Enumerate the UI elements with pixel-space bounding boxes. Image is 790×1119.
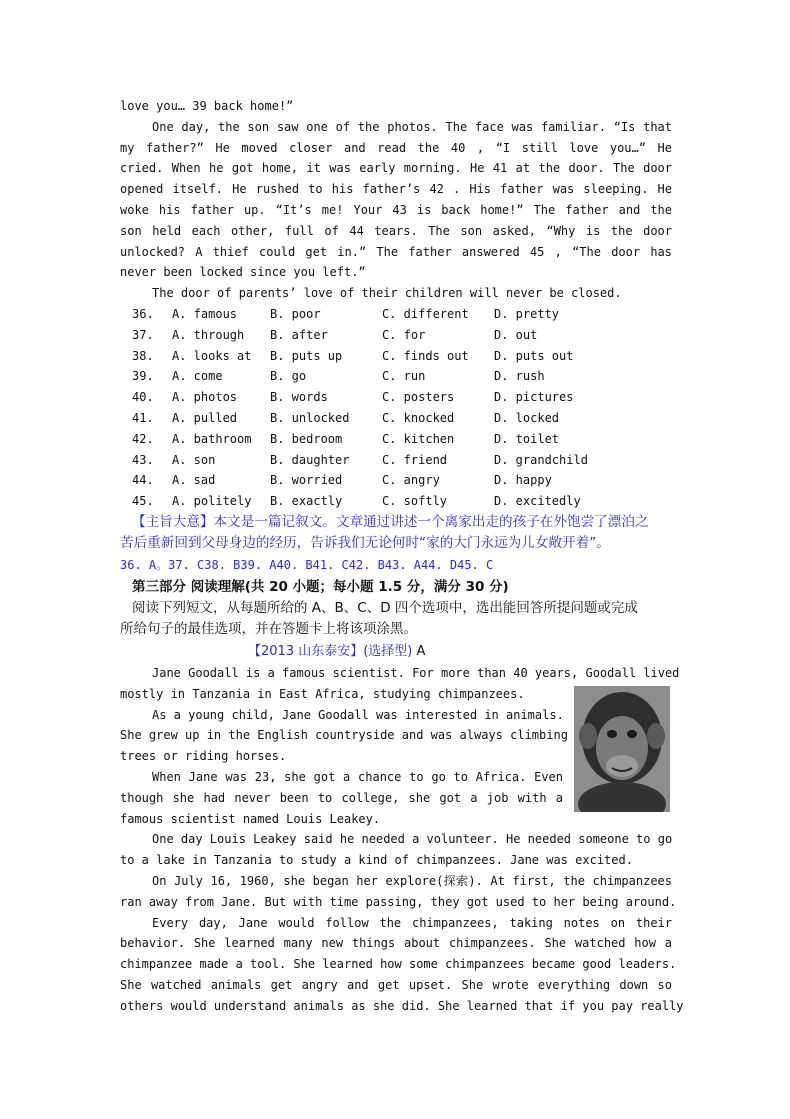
options-list (120, 304, 672, 512)
passage-line: cried. When he got home, it was early morning. He 41 at the door. The door (120, 161, 672, 176)
option-row: 41. A. pulled B. unlocked C. knocked D. locked (132, 410, 560, 425)
passage-line: never been locked since you left.” (120, 265, 366, 280)
passage-line: behavior. She learned many new things about chimpanzees. She watched how a (120, 936, 672, 951)
passage-line: famous scientist named Louis Leakey. (120, 811, 381, 826)
chimpanzee-photo (574, 686, 670, 812)
passage-line: woke his father up. “It’s me! Your 43 is back home!” The father and the (120, 202, 672, 217)
option-row: 42. A. bathroom B. bedroom C. kitchen D. toilet (132, 431, 560, 446)
instructions-line: 阅读下列短文，从每题所给的 A、B、C、D 四个选项中，选出能回答所提问题或完成 (132, 599, 638, 616)
passage-line: unlocked? A thief could get in.” The father answered 45 , “The door has (120, 244, 672, 259)
passage-line: As a young child, Jane Goodall was interested in animals. (152, 707, 564, 722)
passage-line: Jane Goodall is a famous scientist. For more than 40 years, Goodall lived (152, 665, 680, 680)
passage-line: mostly in Tanzania in East Africa, studying chimpanzees. (120, 686, 525, 701)
option-row: 36. A. famous B. poor C. different D. pretty (132, 306, 560, 321)
passage-line: She watched animals get angry and get upset. She wrote everything down so (120, 977, 672, 992)
instructions-line: 所给句子的最佳选项，并在答题卡上将该项涂黑。 (120, 621, 417, 638)
document-page (120, 96, 684, 1016)
option-row: 39. A. come B. go C. run D. rush (132, 369, 545, 384)
passage-line: ran away from Jane. But with time passing, they got used to her being around. (120, 894, 677, 909)
passage-line: The door of parents’ love of their children will never be closed. (152, 286, 622, 301)
passage-line: love you… 39 back home!” (120, 99, 294, 113)
passage-line: opened itself. He rushed to his father’s 42 . His father was sleeping. He (120, 182, 672, 197)
passage-line: One day, the son saw one of the photos. The face was familiar. “Is that (152, 119, 672, 134)
chimpanzee-icon (574, 686, 670, 812)
passage-line: others would understand animals as she did. She learned that if you pay really (120, 998, 684, 1013)
option-row: 44. A. sad B. worried C. angry D. happy (132, 473, 552, 488)
section-title: 第三部分 阅读理解(共 20 小题；每小题 1.5 分，满分 30 分) (132, 578, 509, 595)
passage-line: On July 16, 1960, she began her explore(探索). At first, the chimpanzees (152, 873, 672, 888)
passage-line: chimpanzee made a tool. She learned how some chimpanzees became good leaders. (120, 957, 677, 972)
passage-line: to a lake in Tanzania to study a kind of chimpanzees. Jane was excited. (120, 853, 633, 868)
passage-line: One day Louis Leakey said he needed a volunteer. He needed someone to go (152, 832, 673, 847)
passage-line: When Jane was 23, she got a chance to go to Africa. Even (152, 769, 563, 784)
option-row: 43. A. son B. daughter C. friend D. grandchild (132, 452, 588, 467)
passage-line: trees or riding horses. (120, 749, 287, 764)
passage-line: son held each other, full of 44 tears. The son asked, “Why is the door (120, 223, 672, 238)
passage-source: 【2013 山东泰安】(选择型) A (248, 643, 426, 659)
passage-line: Every day, Jane would follow the chimpanzees, taking notes on their (152, 915, 672, 930)
passage-line: my father?” He moved closer and read the 40 , “I still love you…” He (120, 140, 672, 155)
summary-line: 苦后重新回到父母身边的经历，告诉我们无论何时“家的大门永远为儿女敞开着”。 (120, 534, 610, 551)
answer-key: 36. A。37. C38. B39. A40. B41. C42. B43. A44. D45. C (120, 557, 494, 572)
option-row: 45. A. politely B. exactly C. softly D. excitedly (132, 494, 581, 509)
option-row: 40. A. photos B. words C. posters D. pictures (132, 390, 574, 405)
summary-line: 【主旨大意】本文是一篇记叙文。文章通过讲述一个离家出走的孩子在外饱尝了漂泊之 (132, 513, 649, 530)
passage-line: She grew up in the English countryside and was always climbing (120, 728, 568, 743)
option-row: 38. A. looks at B. puts up C. finds out D. puts out (132, 348, 574, 363)
option-row: 37. A. through B. after C. for D. out (132, 327, 538, 342)
passage-line: though she had never been to college, she got a job with a (120, 790, 563, 805)
